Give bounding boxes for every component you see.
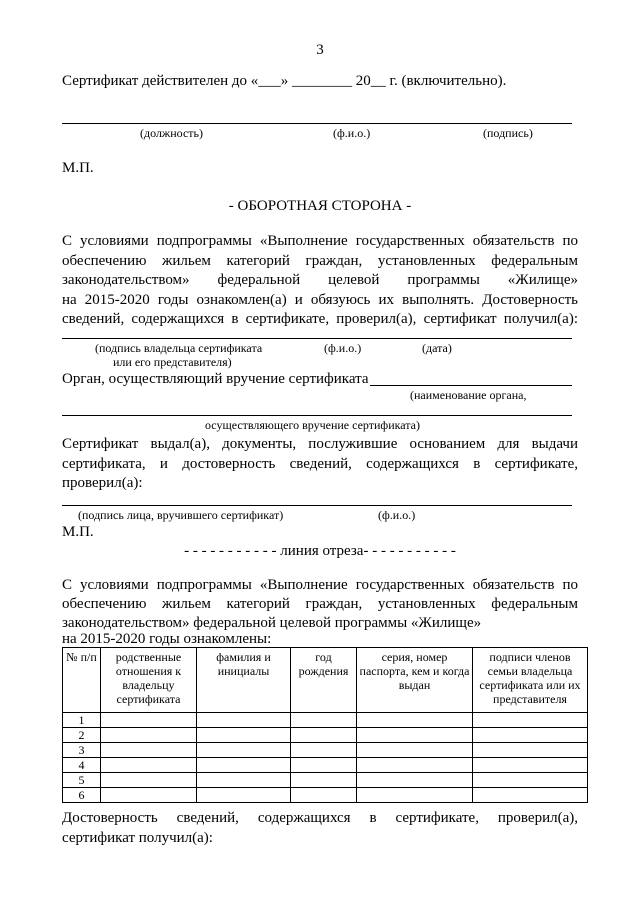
signature-line-3 — [62, 505, 572, 506]
table-cell[interactable] — [291, 788, 357, 803]
table-cell[interactable] — [101, 728, 197, 743]
table-cell[interactable] — [473, 743, 588, 758]
table-header-row — [63, 648, 588, 713]
para1-line3: законодательством» федеральной целевой программы «Жилище» — [62, 272, 578, 288]
table-cell[interactable] — [101, 758, 197, 773]
header-birth-year: год рождения — [291, 648, 357, 713]
para3-line2: обеспечению жильем категорий граждан, установленных федеральным — [62, 596, 578, 612]
table-cell[interactable] — [473, 713, 588, 728]
para1-line2: обеспечению жильем категорий граждан, установленных федеральным — [62, 253, 578, 269]
table-cell[interactable] — [473, 788, 588, 803]
para3-line4: на 2015-2020 годы ознакомлены: — [62, 631, 272, 647]
table-row — [63, 713, 588, 728]
para3-line1: С условиями подпрограммы «Выполнение государственных обязательств по — [62, 577, 578, 593]
validity-line: Сертификат действителен до «___» ________ 20__ г. (включительно). — [62, 73, 507, 89]
row-number: 3 — [63, 743, 101, 758]
table-cell[interactable] — [357, 773, 473, 788]
table-cell[interactable] — [291, 743, 357, 758]
table-cell[interactable] — [357, 728, 473, 743]
table-cell[interactable] — [197, 743, 291, 758]
caption-position: (должность) — [140, 126, 203, 140]
para1-line1: С условиями подпрограммы «Выполнение государственных обязательств по — [62, 233, 578, 249]
signature-line-1 — [62, 123, 572, 124]
signature-line-2 — [62, 338, 572, 339]
caption-date: (дата) — [422, 341, 452, 355]
row-number: 1 — [63, 713, 101, 728]
para1-line5: сведений, содержащихся в сертификате, проверил(а), сертификат получил(а): — [62, 311, 578, 327]
caption-signature-1: (подпись) — [483, 126, 533, 140]
table-cell[interactable] — [473, 773, 588, 788]
organ-label: Орган, осуществляющий вручение сертификата — [62, 371, 369, 387]
family-members-table — [62, 647, 588, 803]
organ-name-line-2 — [62, 415, 572, 416]
para2-line1: Сертификат выдал(а), документы, послужившие основанием для выдачи — [62, 436, 578, 452]
table-row — [63, 743, 588, 758]
row-number: 4 — [63, 758, 101, 773]
cut-line: - - - - - - - - - - - линия отреза- - - - - - - - - - - — [184, 543, 456, 559]
table-cell[interactable] — [197, 788, 291, 803]
organ-name-line — [370, 385, 572, 386]
caption-issuer: (подпись лица, вручившего сертификат) — [78, 508, 284, 522]
header-name: фамилия и инициалы — [197, 648, 291, 713]
caption-organ-2: осуществляющего вручение сертификата) — [205, 418, 420, 432]
table-cell[interactable] — [291, 758, 357, 773]
caption-holder-1: (подпись владельца сертификата — [95, 341, 263, 355]
table-cell[interactable] — [101, 713, 197, 728]
stamp-mark-2: М.П. — [62, 524, 94, 540]
table-cell[interactable] — [357, 788, 473, 803]
table-cell[interactable] — [291, 728, 357, 743]
para1-line4: на 2015-2020 годы ознакомлен(а) и обязуюсь их выполнять. Достоверность — [62, 292, 578, 308]
table-cell[interactable] — [357, 758, 473, 773]
caption-fio-3: (ф.и.о.) — [378, 508, 416, 522]
row-number: 2 — [63, 728, 101, 743]
table-cell[interactable] — [357, 743, 473, 758]
table-row — [63, 758, 588, 773]
table-row — [63, 773, 588, 788]
table-cell[interactable] — [101, 788, 197, 803]
table-row — [63, 728, 588, 743]
caption-fio-1: (ф.и.о.) — [333, 126, 371, 140]
page-number: 3 — [316, 42, 324, 58]
row-number: 5 — [63, 773, 101, 788]
table-cell[interactable] — [473, 728, 588, 743]
back-side-title: - ОБОРОТНАЯ СТОРОНА - — [228, 198, 412, 214]
table-cell[interactable] — [197, 773, 291, 788]
table-cell[interactable] — [197, 758, 291, 773]
header-number: № п/п — [63, 648, 101, 713]
header-signatures: подписи членов семьи владельца сертификата или их представителя — [473, 648, 588, 713]
caption-fio-2: (ф.и.о.) — [324, 341, 362, 355]
para4-line2: сертификат получил(а): — [62, 830, 213, 846]
table-cell[interactable] — [197, 728, 291, 743]
table-cell[interactable] — [291, 773, 357, 788]
stamp-mark-1: М.П. — [62, 160, 94, 176]
table-cell[interactable] — [473, 758, 588, 773]
caption-organ-1: (наименование органа, — [410, 388, 527, 402]
header-passport: серия, номер паспорта, кем и когда выдан — [357, 648, 473, 713]
table-cell[interactable] — [197, 713, 291, 728]
caption-holder-2: или его представителя) — [113, 355, 232, 369]
para2-line3: проверил(а): — [62, 475, 143, 491]
para3-line3: законодательством» федеральной целевой программы «Жилище» — [62, 615, 482, 631]
para2-line2: сертификата, и достоверность сведений, содержащихся в сертификате, — [62, 456, 578, 472]
table-cell[interactable] — [357, 713, 473, 728]
table-cell[interactable] — [291, 713, 357, 728]
row-number: 6 — [63, 788, 101, 803]
table-cell[interactable] — [101, 743, 197, 758]
table-cell[interactable] — [101, 773, 197, 788]
para4-line1: Достоверность сведений, содержащихся в сертификате, проверил(а), — [62, 810, 578, 826]
table-row — [63, 788, 588, 803]
header-relation: родственные отношения к владельцу сертификата — [101, 648, 197, 713]
